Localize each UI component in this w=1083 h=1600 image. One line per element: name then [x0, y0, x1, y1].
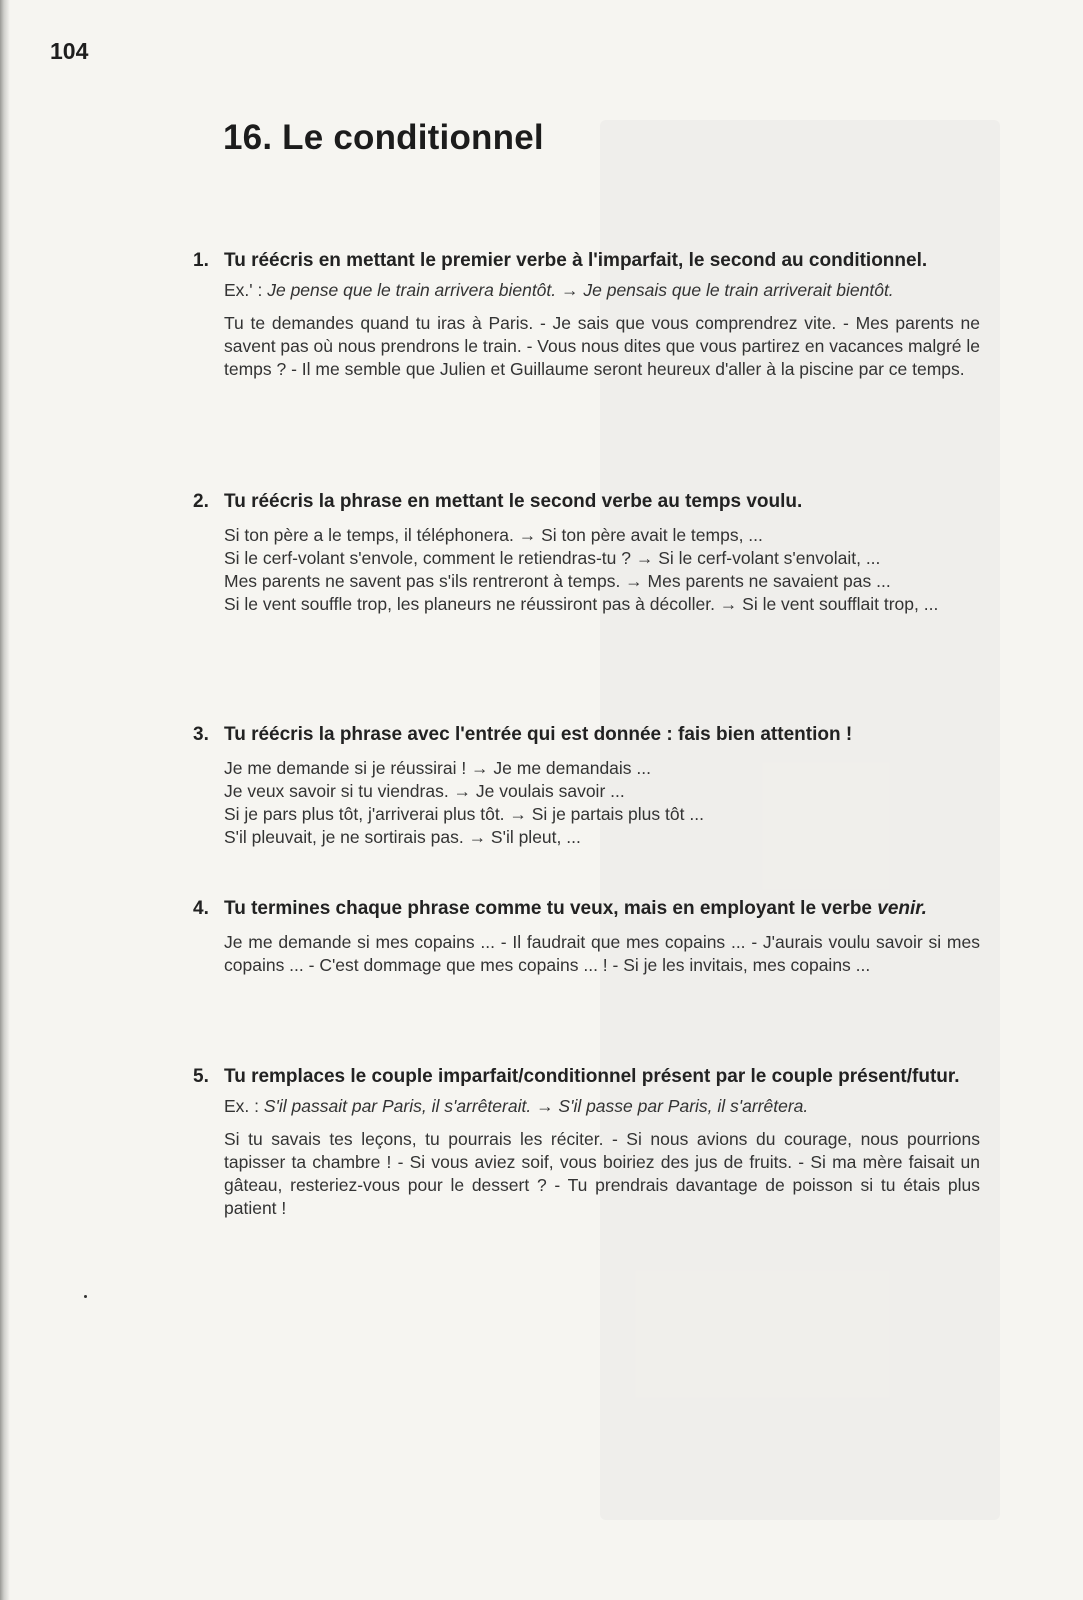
exercise-line: Je me demande si je réussirai ! → Je me demandais ...	[224, 758, 651, 778]
exercise-body: Tu te demandes quand tu iras à Paris. - Je sais que vous comprendrez vite. - Mes parents ne savent pas où nous prendrons le train. - Vous nous dites que vous partirez en vacances malgré le temps ? - Il me semble que Julien et Guillaume seront heureux d'aller à la piscine par ce temps.	[224, 313, 980, 379]
example-text: S'il passait par Paris, il s'arrêterait. → S'il passe par Paris, il s'arrêtera.	[263, 1096, 809, 1116]
instruction-text: Tu réécris la phrase en mettant le second verbe au temps voulu.	[224, 491, 803, 512]
example-text: Je pense que le train arrivera bientôt. → Je pensais que le train arriverait bientôt.	[267, 280, 894, 300]
exercise-line: Si le vent souffle trop, les planeurs ne réussiront pas à décoller. → Si le vent soufflait trop, ...	[224, 594, 939, 614]
chapter-title: 16. Le conditionnel	[223, 118, 544, 157]
exercise-example	[224, 1095, 980, 1118]
exercise-line: Si le cerf-volant s'envole, comment le retiendras-tu ? → Si le cerf-volant s'envolait, ...	[224, 548, 881, 568]
instruction-text: Tu remplaces le couple imparfait/conditionnel présent par le couple présent/futur.	[224, 1066, 960, 1087]
exercise-number: 4.	[193, 898, 209, 919]
example-label: Ex. :	[224, 1096, 264, 1116]
exercise-lines	[224, 524, 980, 616]
page-edge-shadow	[0, 0, 10, 1600]
exercise-instruction	[193, 1064, 980, 1089]
exercise-number: 1.	[193, 250, 209, 271]
exercise-line: S'il pleuvait, je ne sortirais pas. → S'il pleut, ...	[224, 827, 581, 847]
exercise-line: Je veux savoir si tu viendras. → Je voulais savoir ...	[224, 781, 625, 801]
exercise-instruction	[193, 722, 980, 747]
exercise-number: 5.	[193, 1066, 209, 1087]
exercise-body: Je me demande si mes copains ... - Il faudrait que mes copains ... - J'aurais voulu savoir si mes copains ... - C'est dommage que mes copains ... ! - Si je les invitais, mes copains ...	[224, 932, 980, 975]
exercise-number: 2.	[193, 491, 209, 512]
example-label: Ex.' :	[224, 280, 268, 300]
exercise-3	[193, 722, 980, 849]
instruction-text: Tu réécris en mettant le premier verbe à l'imparfait, le second au conditionnel.	[224, 250, 928, 271]
exercise-body: Si tu savais tes leçons, tu pourrais les réciter. - Si nous avions du courage, nous pourrions tapisser ta chambre ! - Si vous aviez soif, vous boiriez des jus de fruits. - Si ma mère faisait un gâteau, resteriez-vous pour le dessert ? - Tu prendrais davantage de poisson si tu étais plus patient !	[224, 1129, 980, 1218]
instruction-verb: venir.	[877, 898, 927, 919]
page-number: 104	[50, 38, 89, 64]
exercise-4	[193, 896, 980, 977]
exercise-2	[193, 489, 980, 616]
exercise-line: Si ton père a le temps, il téléphonera. → Si ton père avait le temps, ...	[224, 525, 763, 545]
exercise-line: Mes parents ne savent pas s'ils rentreront à temps. → Mes parents ne savaient pas ...	[224, 571, 891, 591]
exercise-lines	[224, 757, 980, 849]
exercise-example	[224, 279, 980, 302]
instruction-text: Tu réécris la phrase avec l'entrée qui est donnée : fais bien attention !	[224, 724, 853, 745]
exercise-instruction	[193, 489, 980, 514]
stray-dot	[84, 1295, 87, 1298]
exercise-5	[193, 1064, 980, 1220]
exercise-line: Si je pars plus tôt, j'arriverai plus tôt. → Si je partais plus tôt ...	[224, 804, 704, 824]
exercise-instruction	[193, 896, 980, 921]
exercise-instruction	[193, 248, 980, 273]
exercise-number: 3.	[193, 724, 209, 745]
exercise-1	[193, 248, 980, 381]
instruction-text: Tu termines chaque phrase comme tu veux, mais en employant le verbe	[224, 898, 878, 919]
